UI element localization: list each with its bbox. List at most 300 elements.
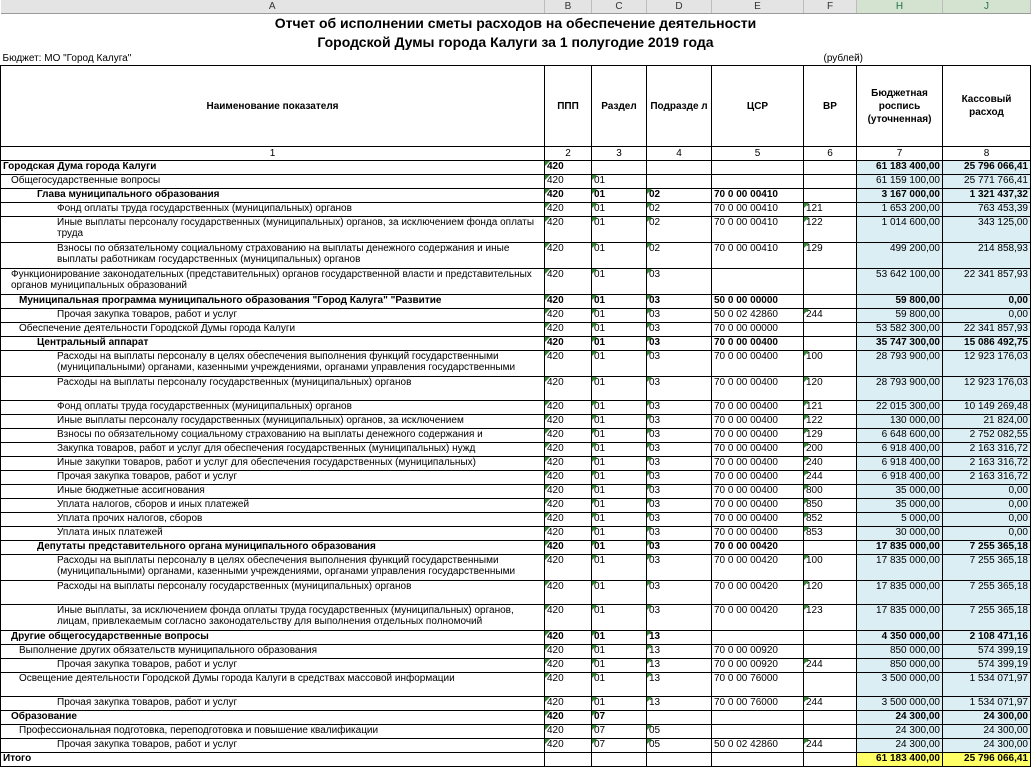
row-ppp-cell[interactable]: 420 [545,337,592,351]
row-csr-cell[interactable]: 70 0 00 00420 [712,581,804,605]
row-razdel-cell[interactable]: 01 [592,415,647,429]
empty-cell[interactable] [647,753,712,767]
row-vr-cell[interactable] [804,725,857,739]
row-plan-cell[interactable]: 850 000,00 [857,659,943,673]
row-ppp-cell[interactable]: 420 [545,485,592,499]
row-csr-cell[interactable]: 70 0 00 00920 [712,645,804,659]
row-ppp-cell[interactable]: 420 [545,295,592,309]
row-csr-cell[interactable]: 70 0 00 00400 [712,337,804,351]
column-header-bar [1,0,1031,14]
row-fact-cell[interactable]: 15 086 492,75 [943,337,1031,351]
row-ppp-cell[interactable]: 420 [545,711,592,725]
row-ppp-cell[interactable]: 420 [545,697,592,711]
row-fact-cell[interactable]: 25 796 066,41 [943,161,1031,175]
row-csr-cell[interactable] [712,161,804,175]
row-plan-cell[interactable]: 59 800,00 [857,309,943,323]
row-name-cell[interactable]: Городская Дума города Калуги [1,161,545,175]
row-name-cell[interactable]: Глава муниципального образования [1,189,545,203]
row-razdel-cell[interactable]: 01 [592,499,647,513]
column-header-a[interactable]: A [1,0,545,14]
row-name-cell[interactable]: Взносы по обязательному социальному страхованию на выплаты денежного содержания и [1,429,545,443]
row-csr-cell[interactable]: 70 0 00 00400 [712,377,804,401]
row-razdel-cell[interactable]: 01 [592,189,647,203]
table-row [1,323,1031,337]
row-razdel-cell[interactable]: 07 [592,739,647,753]
row-vr-cell[interactable] [804,645,857,659]
row-name-cell[interactable]: Образование [1,711,545,725]
row-fact-cell[interactable]: 0,00 [943,485,1031,499]
row-vr-cell[interactable]: 120 [804,581,857,605]
row-vr-cell[interactable]: 123 [804,605,857,631]
row-vr-cell[interactable] [804,175,857,189]
row-name-cell[interactable]: Прочая закупка товаров, работ и услуг [1,309,545,323]
row-ppp-cell[interactable]: 420 [545,217,592,243]
row-plan-cell[interactable]: 3 167 000,00 [857,189,943,203]
row-plan-cell[interactable]: 5 000,00 [857,513,943,527]
row-podrazdel-cell[interactable]: 03 [647,541,712,555]
row-razdel-cell[interactable] [592,161,647,175]
row-vr-cell[interactable]: 129 [804,429,857,443]
row-podrazdel-cell[interactable]: 03 [647,351,712,377]
row-fact-cell[interactable]: 0,00 [943,309,1031,323]
row-podrazdel-cell[interactable]: 03 [647,471,712,485]
row-razdel-cell[interactable]: 01 [592,631,647,645]
row-csr-cell[interactable]: 70 0 00 76000 [712,673,804,697]
row-vr-cell[interactable]: 200 [804,443,857,457]
row-name-cell[interactable]: Расходы на выплаты персоналу государственных (муниципальных) органов [1,581,545,605]
row-plan-cell[interactable]: 22 015 300,00 [857,401,943,415]
row-plan-cell[interactable]: 6 918 400,00 [857,443,943,457]
row-plan-cell[interactable]: 17 835 000,00 [857,555,943,581]
row-vr-cell[interactable]: 121 [804,203,857,217]
row-fact-cell[interactable]: 24 300,00 [943,725,1031,739]
row-name-cell[interactable]: Функционирование законодательных (представительных) органов государственной власти и представительных органов муниципальных образований [1,269,545,295]
row-ppp-cell[interactable]: 420 [545,527,592,541]
row-csr-cell[interactable] [712,631,804,645]
row-csr-cell[interactable]: 70 0 00 00410 [712,217,804,243]
row-vr-cell[interactable]: 244 [804,659,857,673]
row-csr-cell[interactable]: 70 0 00 00400 [712,401,804,415]
row-plan-cell[interactable]: 1 653 200,00 [857,203,943,217]
column-header-h[interactable]: H [857,0,943,14]
row-podrazdel-cell[interactable] [647,711,712,725]
row-podrazdel-cell[interactable]: 03 [647,499,712,513]
row-vr-cell[interactable] [804,541,857,555]
row-csr-cell[interactable]: 70 0 00 00420 [712,605,804,631]
row-plan-cell[interactable]: 3 500 000,00 [857,673,943,697]
row-name-cell[interactable]: Прочая закупка товаров, работ и услуг [1,659,545,673]
row-name-cell[interactable]: Выполнение других обязательств муниципального образования [1,645,545,659]
row-name-cell[interactable]: Расходы на выплаты персоналу государственных (муниципальных) органов [1,377,545,401]
row-podrazdel-cell[interactable]: 13 [647,697,712,711]
row-fact-cell[interactable]: 574 399,19 [943,645,1031,659]
row-fact-cell[interactable]: 21 824,00 [943,415,1031,429]
empty-cell[interactable] [592,753,647,767]
row-plan-cell[interactable]: 35 000,00 [857,499,943,513]
row-ppp-cell[interactable]: 420 [545,555,592,581]
row-fact-cell[interactable]: 22 341 857,93 [943,323,1031,337]
row-fact-cell[interactable]: 0,00 [943,499,1031,513]
row-plan-cell[interactable]: 850 000,00 [857,645,943,659]
row-plan-cell[interactable]: 6 648 600,00 [857,429,943,443]
row-name-cell[interactable]: Прочая закупка товаров, работ и услуг [1,739,545,753]
total-label[interactable]: Итого [1,753,545,767]
column-header-c[interactable]: C [592,0,647,14]
row-podrazdel-cell[interactable]: 03 [647,401,712,415]
row-csr-cell[interactable]: 70 0 00 00420 [712,541,804,555]
row-name-cell[interactable]: Уплата налогов, сборов и иных платежей [1,499,545,513]
row-razdel-cell[interactable]: 01 [592,471,647,485]
row-name-cell[interactable]: Освещение деятельности Городской Думы города Калуги в средствах массовой информации [1,673,545,697]
row-plan-cell[interactable]: 59 800,00 [857,295,943,309]
row-plan-cell[interactable]: 1 014 600,00 [857,217,943,243]
row-vr-cell[interactable]: 244 [804,471,857,485]
row-ppp-cell[interactable]: 420 [545,631,592,645]
row-podrazdel-cell[interactable]: 02 [647,243,712,269]
row-fact-cell[interactable]: 10 149 269,48 [943,401,1031,415]
row-csr-cell[interactable]: 70 0 00 00400 [712,471,804,485]
row-vr-cell[interactable]: 244 [804,309,857,323]
row-plan-cell[interactable]: 53 582 300,00 [857,323,943,337]
row-name-cell[interactable]: Закупка товаров, работ и услуг для обеспечения государственных (муниципальных) нужд [1,443,545,457]
row-csr-cell[interactable]: 70 0 00 00400 [712,415,804,429]
row-razdel-cell[interactable]: 01 [592,243,647,269]
row-podrazdel-cell[interactable]: 03 [647,269,712,295]
row-csr-cell[interactable] [712,269,804,295]
row-fact-cell[interactable]: 7 255 365,18 [943,605,1031,631]
row-name-cell[interactable]: Иные закупки товаров, работ и услуг для обеспечения государственных (муниципальных) [1,457,545,471]
row-csr-cell[interactable] [712,725,804,739]
row-csr-cell[interactable]: 70 0 00 00000 [712,323,804,337]
row-podrazdel-cell[interactable]: 02 [647,189,712,203]
row-fact-cell[interactable]: 24 300,00 [943,739,1031,753]
row-vr-cell[interactable]: 240 [804,457,857,471]
row-podrazdel-cell[interactable]: 03 [647,377,712,401]
row-razdel-cell[interactable]: 01 [592,309,647,323]
row-plan-cell[interactable]: 28 793 900,00 [857,377,943,401]
row-podrazdel-cell[interactable]: 03 [647,295,712,309]
row-ppp-cell[interactable]: 420 [545,203,592,217]
row-ppp-cell[interactable]: 420 [545,673,592,697]
row-name-cell[interactable]: Прочая закупка товаров, работ и услуг [1,697,545,711]
empty-cell[interactable] [804,753,857,767]
row-razdel-cell[interactable]: 01 [592,697,647,711]
row-fact-cell[interactable]: 7 255 365,18 [943,541,1031,555]
row-plan-cell[interactable]: 30 000,00 [857,527,943,541]
row-razdel-cell[interactable]: 01 [592,269,647,295]
row-fact-cell[interactable]: 7 255 365,18 [943,555,1031,581]
row-plan-cell[interactable]: 61 159 100,00 [857,175,943,189]
empty-cell[interactable] [712,753,804,767]
row-fact-cell[interactable]: 25 771 766,41 [943,175,1031,189]
row-podrazdel-cell[interactable]: 02 [647,217,712,243]
row-ppp-cell[interactable]: 420 [545,457,592,471]
row-csr-cell[interactable]: 70 0 00 00400 [712,429,804,443]
row-csr-cell[interactable]: 70 0 00 00400 [712,513,804,527]
row-name-cell[interactable]: Взносы по обязательному социальному страхованию на выплаты денежного содержания и иные выплаты работникам государственных (муниципальных) органов [1,243,545,269]
row-vr-cell[interactable]: 244 [804,739,857,753]
row-plan-cell[interactable]: 53 642 100,00 [857,269,943,295]
row-razdel-cell[interactable]: 01 [592,351,647,377]
row-podrazdel-cell[interactable]: 03 [647,337,712,351]
row-csr-cell[interactable]: 70 0 00 76000 [712,697,804,711]
row-name-cell[interactable]: Уплата иных платежей [1,527,545,541]
row-podrazdel-cell[interactable] [647,161,712,175]
row-csr-cell[interactable]: 50 0 02 42860 [712,309,804,323]
row-vr-cell[interactable]: 100 [804,555,857,581]
row-name-cell[interactable]: Обеспечение деятельности Городской Думы города Калуги [1,323,545,337]
row-name-cell[interactable]: Профессиональная подготовка, переподготовка и повышение квалификации [1,725,545,739]
row-razdel-cell[interactable]: 07 [592,725,647,739]
row-fact-cell[interactable]: 2 108 471,16 [943,631,1031,645]
row-plan-cell[interactable]: 4 350 000,00 [857,631,943,645]
row-plan-cell[interactable]: 3 500 000,00 [857,697,943,711]
row-ppp-cell[interactable]: 420 [545,189,592,203]
row-podrazdel-cell[interactable]: 03 [647,485,712,499]
row-vr-cell[interactable] [804,337,857,351]
row-razdel-cell[interactable]: 01 [592,401,647,415]
row-ppp-cell[interactable]: 420 [545,443,592,457]
row-fact-cell[interactable]: 574 399,19 [943,659,1031,673]
row-plan-cell[interactable]: 17 835 000,00 [857,581,943,605]
row-vr-cell[interactable] [804,269,857,295]
row-csr-cell[interactable]: 70 0 00 00410 [712,203,804,217]
row-vr-cell[interactable] [804,631,857,645]
total-fact-cell[interactable]: 25 796 066,41 [943,753,1031,767]
row-name-cell[interactable]: Иные выплаты персоналу государственных (муниципальных) органов, за исключением фонда оплаты труда [1,217,545,243]
row-razdel-cell[interactable]: 01 [592,659,647,673]
table-row [1,673,1031,697]
row-podrazdel-cell[interactable]: 03 [647,415,712,429]
row-vr-cell[interactable]: 129 [804,243,857,269]
row-name-cell[interactable]: Муниципальная программа муниципального образования "Город Калуга" "Развитие [1,295,545,309]
row-razdel-cell[interactable]: 01 [592,443,647,457]
row-fact-cell[interactable]: 1 534 071,97 [943,697,1031,711]
row-vr-cell[interactable]: 850 [804,499,857,513]
row-ppp-cell[interactable]: 420 [545,471,592,485]
row-podrazdel-cell[interactable]: 03 [647,429,712,443]
row-podrazdel-cell[interactable]: 02 [647,203,712,217]
row-plan-cell[interactable]: 35 747 300,00 [857,337,943,351]
row-ppp-cell[interactable]: 420 [545,581,592,605]
row-name-cell[interactable]: Уплата прочих налогов, сборов [1,513,545,527]
row-vr-cell[interactable]: 244 [804,697,857,711]
row-podrazdel-cell[interactable]: 03 [647,457,712,471]
row-razdel-cell[interactable]: 01 [592,555,647,581]
row-plan-cell[interactable]: 61 183 400,00 [857,161,943,175]
row-podrazdel-cell[interactable]: 05 [647,725,712,739]
row-csr-cell[interactable]: 70 0 00 00400 [712,351,804,377]
row-name-cell[interactable]: Другие общегосударственные вопросы [1,631,545,645]
row-name-cell[interactable]: Центральный аппарат [1,337,545,351]
row-ppp-cell[interactable]: 420 [545,175,592,189]
row-razdel-cell[interactable]: 01 [592,581,647,605]
row-plan-cell[interactable]: 6 918 400,00 [857,457,943,471]
row-vr-cell[interactable] [804,189,857,203]
row-vr-cell[interactable] [804,161,857,175]
row-fact-cell[interactable]: 2 163 316,72 [943,457,1031,471]
row-fact-cell[interactable]: 214 858,93 [943,243,1031,269]
row-podrazdel-cell[interactable]: 03 [647,555,712,581]
row-ppp-cell[interactable]: 420 [545,499,592,513]
row-fact-cell[interactable]: 2 752 082,55 [943,429,1031,443]
total-plan-cell[interactable]: 61 183 400,00 [857,753,943,767]
row-csr-cell[interactable]: 70 0 00 00400 [712,527,804,541]
row-razdel-cell[interactable]: 01 [592,217,647,243]
row-csr-cell[interactable]: 70 0 00 00410 [712,243,804,269]
row-vr-cell[interactable]: 122 [804,217,857,243]
row-csr-cell[interactable]: 70 0 00 00400 [712,485,804,499]
row-ppp-cell[interactable]: 420 [545,377,592,401]
row-ppp-cell[interactable]: 420 [545,309,592,323]
row-plan-cell[interactable]: 35 000,00 [857,485,943,499]
row-name-cell[interactable]: Иные бюджетные ассигнования [1,485,545,499]
row-ppp-cell[interactable]: 420 [545,725,592,739]
column-header-j[interactable]: J [943,0,1031,14]
row-podrazdel-cell[interactable]: 13 [647,659,712,673]
row-csr-cell[interactable]: 50 0 00 00000 [712,295,804,309]
row-podrazdel-cell[interactable] [647,175,712,189]
row-csr-cell[interactable]: 70 0 00 00420 [712,555,804,581]
row-podrazdel-cell[interactable]: 03 [647,581,712,605]
row-podrazdel-cell[interactable]: 05 [647,739,712,753]
row-razdel-cell[interactable]: 01 [592,429,647,443]
row-razdel-cell[interactable]: 01 [592,457,647,471]
column-header-d[interactable]: D [647,0,712,14]
row-fact-cell[interactable]: 22 341 857,93 [943,269,1031,295]
row-fact-cell[interactable]: 12 923 176,03 [943,377,1031,401]
row-razdel-cell[interactable]: 01 [592,203,647,217]
row-ppp-cell[interactable]: 420 [545,645,592,659]
row-ppp-cell[interactable]: 420 [545,243,592,269]
row-name-cell[interactable]: Расходы на выплаты персоналу в целях обеспечения выполнения функций государственными (муниципальными) органами, казенными учреждениями, органами управления государственными [1,351,545,377]
row-ppp-cell[interactable]: 420 [545,739,592,753]
row-razdel-cell[interactable]: 01 [592,645,647,659]
row-fact-cell[interactable]: 2 163 316,72 [943,471,1031,485]
row-vr-cell[interactable] [804,673,857,697]
row-fact-cell[interactable]: 0,00 [943,295,1031,309]
row-plan-cell[interactable]: 6 918 400,00 [857,471,943,485]
row-csr-cell[interactable]: 50 0 02 42860 [712,739,804,753]
row-fact-cell[interactable]: 7 255 365,18 [943,581,1031,605]
row-podrazdel-cell[interactable]: 03 [647,527,712,541]
row-csr-cell[interactable]: 70 0 00 00920 [712,659,804,673]
row-podrazdel-cell[interactable]: 03 [647,513,712,527]
row-razdel-cell[interactable]: 01 [592,175,647,189]
row-ppp-cell[interactable]: 420 [545,513,592,527]
row-vr-cell[interactable]: 100 [804,351,857,377]
row-razdel-cell[interactable]: 01 [592,337,647,351]
row-plan-cell[interactable]: 130 000,00 [857,415,943,429]
row-razdel-cell[interactable]: 01 [592,295,647,309]
row-vr-cell[interactable]: 800 [804,485,857,499]
row-vr-cell[interactable] [804,711,857,725]
row-razdel-cell[interactable]: 01 [592,605,647,631]
row-fact-cell[interactable]: 763 453,39 [943,203,1031,217]
row-ppp-cell[interactable]: 420 [545,351,592,377]
row-vr-cell[interactable]: 852 [804,513,857,527]
row-podrazdel-cell[interactable]: 03 [647,443,712,457]
empty-cell[interactable] [545,753,592,767]
row-razdel-cell[interactable]: 01 [592,323,647,337]
row-vr-cell[interactable]: 122 [804,415,857,429]
row-fact-cell[interactable]: 0,00 [943,513,1031,527]
row-vr-cell[interactable] [804,323,857,337]
row-razdel-cell[interactable]: 07 [592,711,647,725]
row-csr-cell[interactable]: 70 0 00 00400 [712,443,804,457]
row-csr-cell[interactable] [712,175,804,189]
row-fact-cell[interactable]: 1 534 071,97 [943,673,1031,697]
row-podrazdel-cell[interactable]: 03 [647,605,712,631]
row-ppp-cell[interactable]: 420 [545,659,592,673]
row-csr-cell[interactable] [712,711,804,725]
row-ppp-cell[interactable]: 420 [545,605,592,631]
row-fact-cell[interactable]: 343 125,00 [943,217,1031,243]
row-name-cell[interactable]: Прочая закупка товаров, работ и услуг [1,471,545,485]
row-name-cell[interactable]: Расходы на выплаты персоналу в целях обеспечения выполнения функций государственными (муниципальными) органами, казенными учреждениями, органами управления государственными [1,555,545,581]
row-razdel-cell[interactable]: 01 [592,485,647,499]
row-ppp-cell[interactable]: 420 [545,323,592,337]
row-name-cell[interactable]: Иные выплаты персоналу государственных (муниципальных) органов, за исключением [1,415,545,429]
row-podrazdel-cell[interactable]: 13 [647,673,712,697]
row-ppp-cell[interactable]: 420 [545,401,592,415]
row-plan-cell[interactable]: 28 793 900,00 [857,351,943,377]
row-razdel-cell[interactable]: 01 [592,541,647,555]
row-fact-cell[interactable]: 2 163 316,72 [943,443,1031,457]
row-plan-cell[interactable]: 24 300,00 [857,739,943,753]
row-vr-cell[interactable]: 853 [804,527,857,541]
row-plan-cell[interactable]: 24 300,00 [857,711,943,725]
row-ppp-cell[interactable]: 420 [545,429,592,443]
row-name-cell[interactable]: Общегосударственные вопросы [1,175,545,189]
column-header-e[interactable]: E [712,0,804,14]
row-vr-cell[interactable] [804,295,857,309]
row-podrazdel-cell[interactable]: 03 [647,323,712,337]
row-plan-cell[interactable]: 24 300,00 [857,725,943,739]
row-ppp-cell[interactable]: 420 [545,269,592,295]
row-ppp-cell[interactable]: 420 [545,161,592,175]
row-razdel-cell[interactable]: 01 [592,673,647,697]
row-plan-cell[interactable]: 17 835 000,00 [857,605,943,631]
row-name-cell[interactable]: Фонд оплаты труда государственных (муниципальных) органов [1,401,545,415]
row-csr-cell[interactable]: 70 0 00 00410 [712,189,804,203]
row-razdel-cell[interactable]: 01 [592,513,647,527]
row-razdel-cell[interactable]: 01 [592,377,647,401]
row-ppp-cell[interactable]: 420 [545,541,592,555]
row-name-cell[interactable]: Иные выплаты, за исключением фонда оплаты труда государственных (муниципальных) органов, лицам, привлекаемым согласно законодательству для выполнения отдельных полномочий [1,605,545,631]
row-vr-cell[interactable]: 120 [804,377,857,401]
row-vr-cell[interactable]: 121 [804,401,857,415]
row-fact-cell[interactable]: 12 923 176,03 [943,351,1031,377]
row-name-cell[interactable]: Фонд оплаты труда государственных (муниципальных) органов [1,203,545,217]
row-fact-cell[interactable]: 0,00 [943,527,1031,541]
row-podrazdel-cell[interactable]: 13 [647,631,712,645]
row-fact-cell[interactable]: 24 300,00 [943,711,1031,725]
row-podrazdel-cell[interactable]: 03 [647,309,712,323]
row-plan-cell[interactable]: 499 200,00 [857,243,943,269]
row-razdel-cell[interactable]: 01 [592,527,647,541]
column-header-b[interactable]: B [545,0,592,14]
row-plan-cell[interactable]: 17 835 000,00 [857,541,943,555]
row-ppp-cell[interactable]: 420 [545,415,592,429]
row-csr-cell[interactable]: 70 0 00 00400 [712,499,804,513]
row-csr-cell[interactable]: 70 0 00 00400 [712,457,804,471]
row-podrazdel-cell[interactable]: 13 [647,645,712,659]
row-fact-cell[interactable]: 1 321 437,32 [943,189,1031,203]
table-row [1,457,1031,471]
column-header-f[interactable]: F [804,0,857,14]
row-name-cell[interactable]: Депутаты представительного органа муниципального образования [1,541,545,555]
